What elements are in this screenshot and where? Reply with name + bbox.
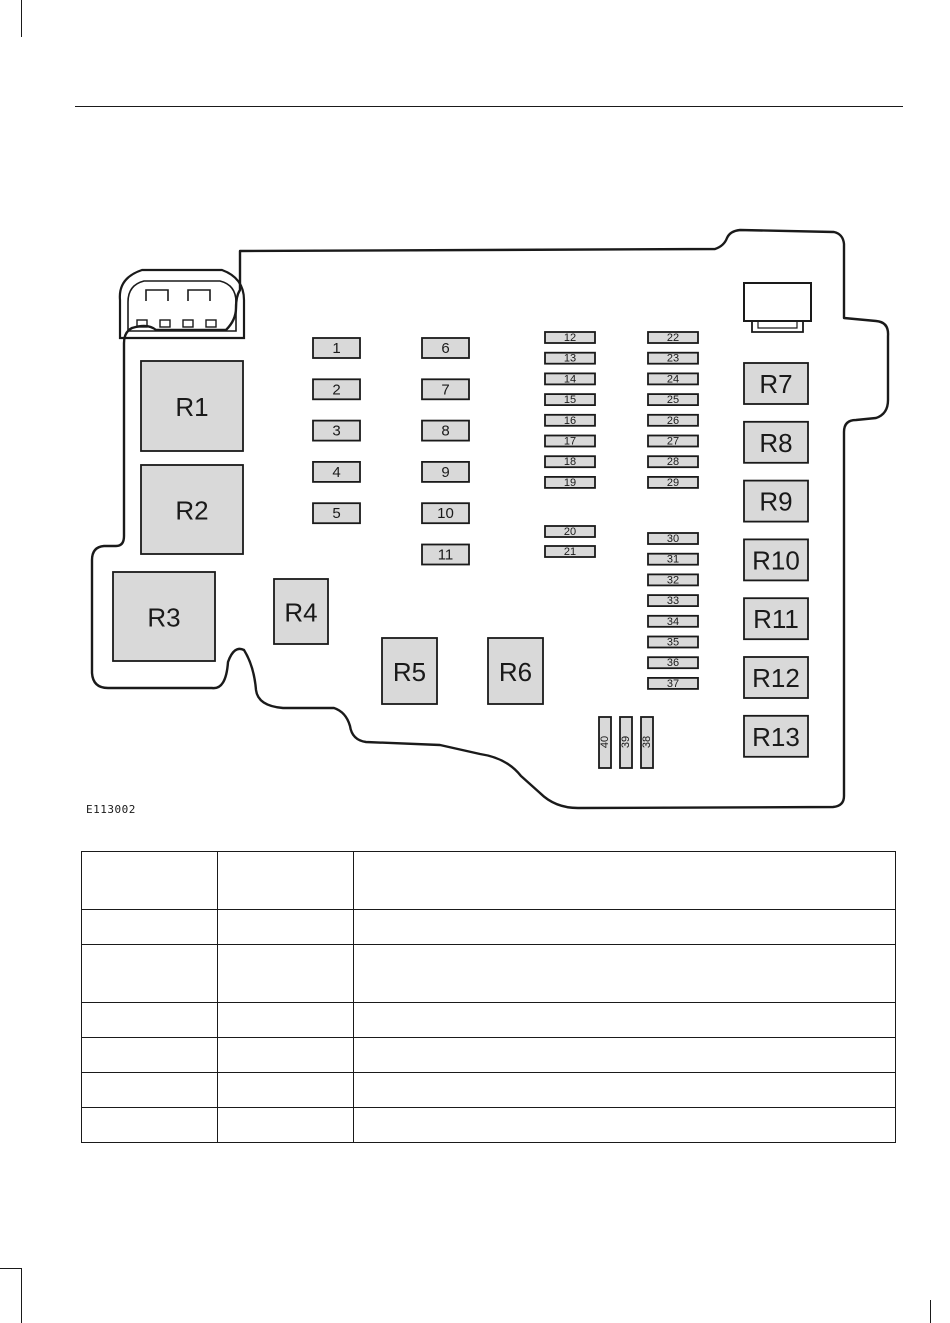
- table-cell: [218, 1108, 354, 1143]
- relay-r9-label: R9: [759, 486, 793, 517]
- fuse-14-label: 14: [563, 373, 577, 386]
- relay-r7-label: R7: [759, 369, 793, 399]
- fuse-15-label: 15: [563, 394, 577, 407]
- fuse-37-label: 37: [666, 677, 680, 690]
- fuse-20-label: 20: [563, 526, 577, 538]
- table-cell: [354, 852, 896, 910]
- fuse-33-label: 33: [666, 595, 680, 608]
- fuse-9-label: 9: [441, 463, 450, 481]
- fuse-40-label: 40: [599, 735, 611, 749]
- relay-r3-label: R3: [147, 602, 181, 633]
- fuse-10-label: 10: [437, 505, 454, 523]
- fuse-1-label: 1: [332, 340, 341, 357]
- table-cell: [354, 910, 896, 945]
- fuse-3-label: 3: [332, 422, 341, 440]
- fuse-5-label: 5: [332, 505, 341, 523]
- fuse-28-label: 28: [666, 456, 680, 469]
- fuse-11-label: 11: [437, 546, 454, 564]
- fuse-13-label: 13: [563, 352, 577, 365]
- fuse-12-label: 12: [563, 332, 577, 344]
- relay-r2-label: R2: [175, 495, 209, 526]
- fuse-26-label: 26: [666, 414, 680, 427]
- relay-r10-label: R10: [752, 545, 800, 576]
- connector-plug: [120, 270, 244, 338]
- table-cell: [354, 1073, 896, 1108]
- table-cell: [82, 910, 218, 945]
- relay-r11-label: R11: [753, 604, 799, 635]
- connector-socket: [744, 283, 811, 332]
- table-cell: [218, 852, 354, 910]
- figure-id: E113002: [86, 803, 136, 816]
- fuse-6-label: 6: [441, 340, 450, 357]
- fuse-34-label: 34: [666, 615, 680, 628]
- fuse-23-label: 23: [666, 352, 680, 365]
- crop-mark-bottom: [21, 1268, 22, 1323]
- fuse-4-label: 4: [332, 463, 341, 481]
- table-cell: [82, 852, 218, 910]
- fuse-24-label: 24: [666, 373, 680, 386]
- table-row: [82, 1003, 896, 1038]
- crop-mark-right: [930, 1300, 931, 1323]
- table-cell: [82, 1073, 218, 1108]
- fuse-31-label: 31: [666, 553, 680, 566]
- table-cell: [354, 1108, 896, 1143]
- fuse-38-label: 38: [641, 735, 653, 749]
- table-cell: [82, 1003, 218, 1038]
- relay-r1-label: R1: [175, 392, 209, 422]
- fuse-39-label: 39: [620, 735, 632, 749]
- table-cell: [218, 1003, 354, 1038]
- fuse-16-label: 16: [563, 414, 577, 427]
- table-cell: [218, 910, 354, 945]
- table-cell: [354, 945, 896, 1003]
- relay-r4-label: R4: [284, 597, 318, 628]
- fuse-18-label: 18: [563, 456, 577, 469]
- fuse-21-label: 21: [563, 546, 577, 558]
- fuse-32-label: 32: [666, 574, 680, 587]
- relay-r5-label: R5: [392, 657, 427, 687]
- table-row: [82, 1038, 896, 1073]
- table-cell: [82, 1038, 218, 1073]
- fuse-36-label: 36: [666, 657, 680, 670]
- fuse-7-label: 7: [441, 381, 450, 399]
- table-cell: [354, 1038, 896, 1073]
- fuse-27-label: 27: [666, 435, 680, 448]
- fuse-2-label: 2: [332, 381, 341, 399]
- table-cell: [218, 1073, 354, 1108]
- fuse-specification-table: [81, 851, 896, 1143]
- crop-mark-corner: [0, 1268, 21, 1269]
- fuse-25-label: 25: [666, 394, 680, 407]
- table-cell: [82, 945, 218, 1003]
- fuse-19-label: 19: [563, 476, 577, 489]
- relay-r12-label: R12: [752, 663, 800, 693]
- fuse-22-label: 22: [666, 332, 680, 344]
- relay-r6-label: R6: [498, 657, 533, 687]
- fuse-30-label: 30: [666, 533, 680, 545]
- relay-r8-label: R8: [759, 427, 793, 458]
- fuse-35-label: 35: [666, 636, 680, 649]
- table-row: [82, 1108, 896, 1143]
- table-cell: [218, 1038, 354, 1073]
- table-cell: [218, 945, 354, 1003]
- table-row: [82, 945, 896, 1003]
- fuse-17-label: 17: [563, 435, 577, 448]
- table-cell: [354, 1003, 896, 1038]
- table-row: [82, 1073, 896, 1108]
- table-cell: [82, 1108, 218, 1143]
- fuse-29-label: 29: [666, 476, 680, 489]
- relay-r13-label: R13: [752, 721, 800, 752]
- table-row: [82, 910, 896, 945]
- fuse-8-label: 8: [441, 422, 450, 440]
- table-row: [82, 852, 896, 910]
